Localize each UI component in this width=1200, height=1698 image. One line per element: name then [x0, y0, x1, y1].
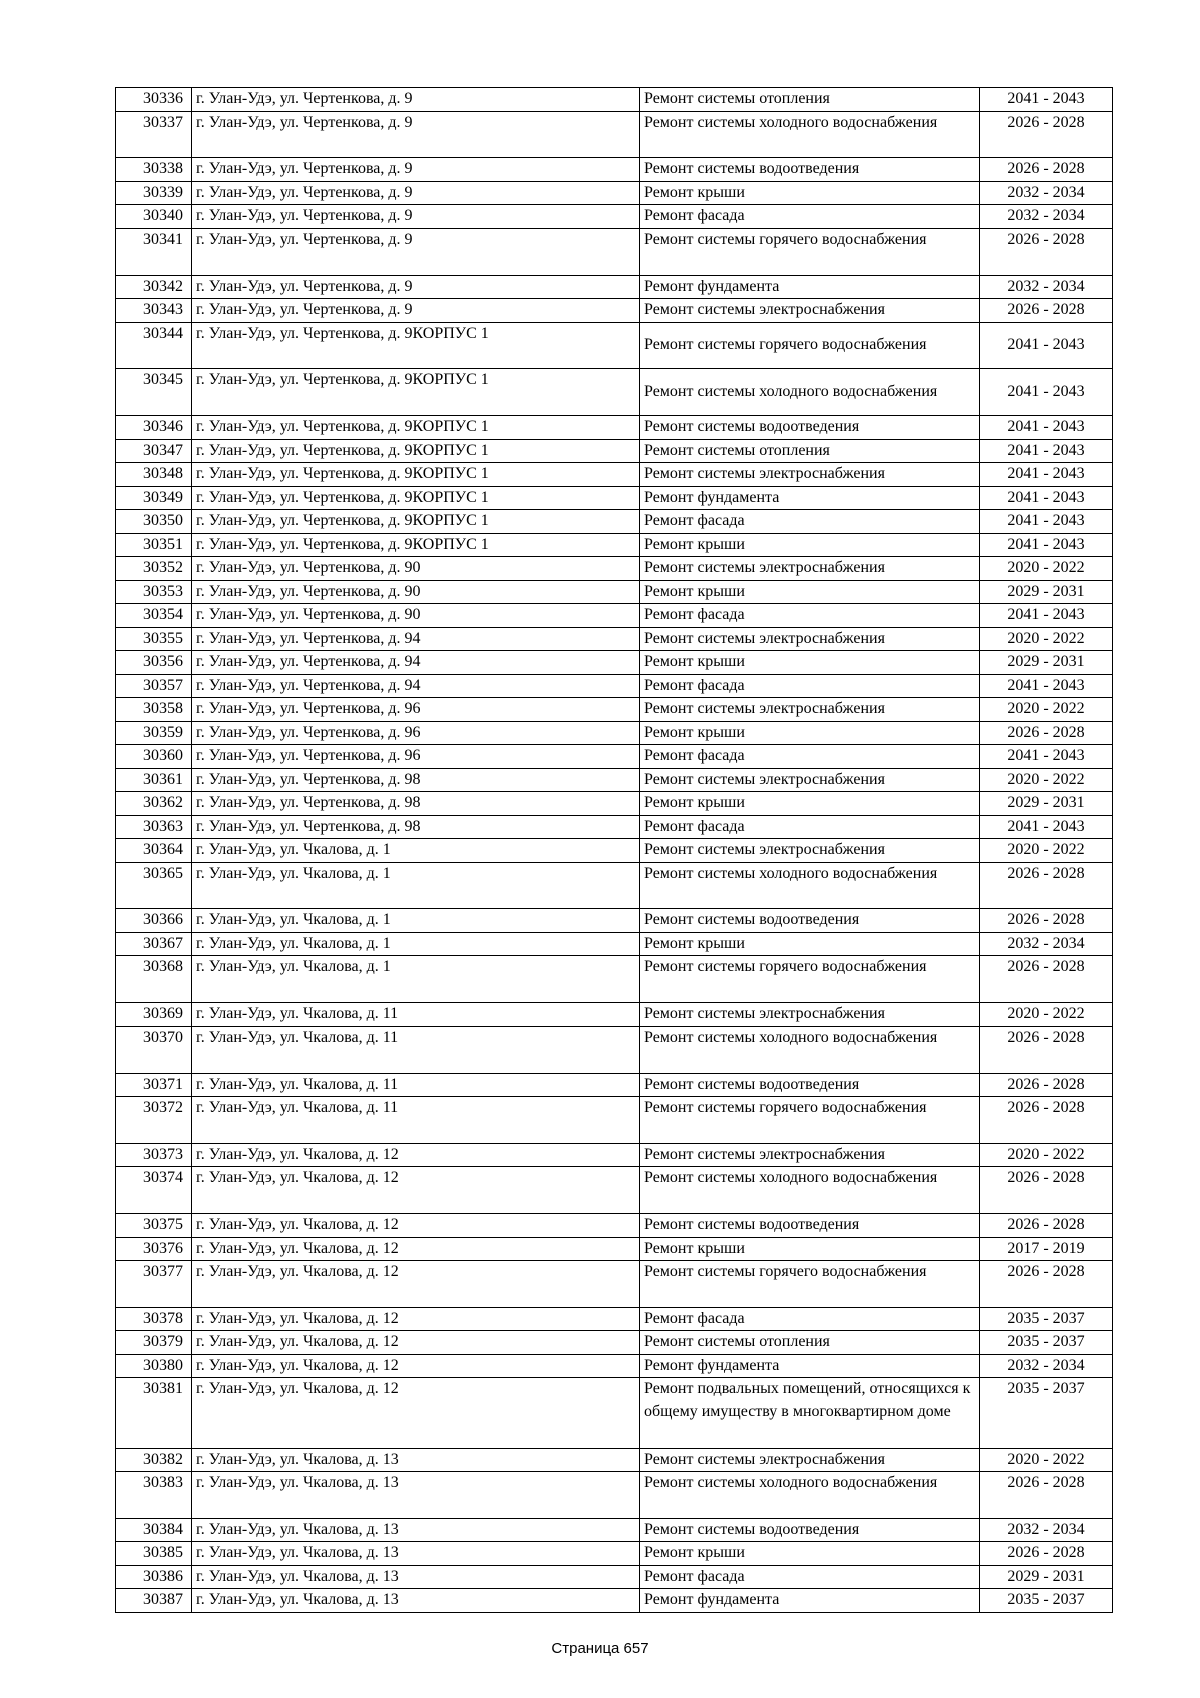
row-period: 2026 - 2028	[980, 158, 1113, 182]
table-row	[116, 604, 1113, 628]
table-row	[116, 651, 1113, 675]
row-address: г. Улан-Удэ, ул. Чертенкова, д. 94	[192, 651, 640, 675]
row-address: г. Улан-Удэ, ул. Чкалова, д. 1	[192, 909, 640, 933]
table-row	[116, 369, 1113, 416]
row-work-type: Ремонт фасада	[640, 1565, 980, 1589]
row-period: 2041 - 2043	[980, 322, 1113, 369]
table-row	[116, 486, 1113, 510]
table-row	[116, 181, 1113, 205]
row-id: 30349	[116, 486, 192, 510]
table-row	[116, 627, 1113, 651]
row-id: 30336	[116, 88, 192, 112]
row-address: г. Улан-Удэ, ул. Чкалова, д. 13	[192, 1589, 640, 1613]
row-address: г. Улан-Удэ, ул. Чертенкова, д. 9	[192, 111, 640, 158]
repair-schedule-table	[115, 87, 1113, 1613]
row-address: г. Улан-Удэ, ул. Чкалова, д. 12	[192, 1378, 640, 1448]
row-period: 2041 - 2043	[980, 815, 1113, 839]
row-period: 2035 - 2037	[980, 1378, 1113, 1448]
row-id: 30350	[116, 510, 192, 534]
row-period: 2032 - 2034	[980, 1518, 1113, 1542]
row-work-type: Ремонт фундамента	[640, 486, 980, 510]
row-address: г. Улан-Удэ, ул. Чкалова, д. 1	[192, 956, 640, 1003]
row-work-type: Ремонт фундамента	[640, 1589, 980, 1613]
row-work-type: Ремонт системы водоотведения	[640, 1214, 980, 1238]
row-period: 2026 - 2028	[980, 1073, 1113, 1097]
row-work-type: Ремонт крыши	[640, 1237, 980, 1261]
row-work-type: Ремонт системы отопления	[640, 439, 980, 463]
table-body	[116, 88, 1113, 1613]
schedule-table-container	[115, 87, 1112, 1613]
row-work-type: Ремонт крыши	[640, 932, 980, 956]
row-period: 2020 - 2022	[980, 627, 1113, 651]
row-work-type: Ремонт фасада	[640, 815, 980, 839]
table-row	[116, 439, 1113, 463]
row-address: г. Улан-Удэ, ул. Чкалова, д. 12	[192, 1307, 640, 1331]
row-period: 2026 - 2028	[980, 909, 1113, 933]
row-work-type: Ремонт системы электроснабжения	[640, 299, 980, 323]
row-address: г. Улан-Удэ, ул. Чкалова, д. 1	[192, 932, 640, 956]
row-period: 2041 - 2043	[980, 510, 1113, 534]
row-address: г. Улан-Удэ, ул. Чкалова, д. 12	[192, 1261, 640, 1308]
row-work-type: Ремонт фасада	[640, 1307, 980, 1331]
row-work-type: Ремонт системы электроснабжения	[640, 839, 980, 863]
row-id: 30348	[116, 463, 192, 487]
row-address: г. Улан-Удэ, ул. Чертенкова, д. 9КОРПУС 1	[192, 533, 640, 557]
table-row	[116, 1003, 1113, 1027]
table-row	[116, 580, 1113, 604]
row-address: г. Улан-Удэ, ул. Чкалова, д. 11	[192, 1097, 640, 1144]
row-work-type: Ремонт подвальных помещений, относящихся к общему имуществу в многоквартирном доме	[640, 1378, 980, 1448]
table-row	[116, 1354, 1113, 1378]
row-period: 2041 - 2043	[980, 439, 1113, 463]
row-work-type: Ремонт крыши	[640, 580, 980, 604]
row-work-type: Ремонт крыши	[640, 1542, 980, 1566]
row-work-type: Ремонт системы водоотведения	[640, 1518, 980, 1542]
row-id: 30370	[116, 1026, 192, 1073]
row-address: г. Улан-Удэ, ул. Чертенкова, д. 9	[192, 275, 640, 299]
row-id: 30341	[116, 228, 192, 275]
row-address: г. Улан-Удэ, ул. Чкалова, д. 13	[192, 1518, 640, 1542]
table-row	[116, 1261, 1113, 1308]
row-work-type: Ремонт системы холодного водоснабжения	[640, 1472, 980, 1519]
table-row	[116, 1378, 1113, 1448]
row-id: 30369	[116, 1003, 192, 1027]
row-address: г. Улан-Удэ, ул. Чертенкова, д. 9	[192, 299, 640, 323]
row-id: 30366	[116, 909, 192, 933]
row-id: 30337	[116, 111, 192, 158]
row-work-type: Ремонт системы горячего водоснабжения	[640, 1097, 980, 1144]
row-work-type: Ремонт системы водоотведения	[640, 1073, 980, 1097]
table-row	[116, 1472, 1113, 1519]
row-address: г. Улан-Удэ, ул. Чертенкова, д. 9КОРПУС 1	[192, 369, 640, 416]
row-address: г. Улан-Удэ, ул. Чкалова, д. 13	[192, 1542, 640, 1566]
row-period: 2026 - 2028	[980, 956, 1113, 1003]
row-address: г. Улан-Удэ, ул. Чертенкова, д. 9	[192, 228, 640, 275]
table-row	[116, 932, 1113, 956]
table-row	[116, 862, 1113, 909]
row-work-type: Ремонт фасада	[640, 205, 980, 229]
table-row	[116, 956, 1113, 1003]
row-period: 2041 - 2043	[980, 604, 1113, 628]
row-period: 2041 - 2043	[980, 463, 1113, 487]
row-address: г. Улан-Удэ, ул. Чертенкова, д. 94	[192, 627, 640, 651]
table-row	[116, 1518, 1113, 1542]
row-work-type: Ремонт системы электроснабжения	[640, 1003, 980, 1027]
row-address: г. Улан-Удэ, ул. Чертенкова, д. 96	[192, 698, 640, 722]
row-id: 30361	[116, 768, 192, 792]
row-address: г. Улан-Удэ, ул. Чертенкова, д. 98	[192, 768, 640, 792]
row-period: 2041 - 2043	[980, 416, 1113, 440]
table-row	[116, 463, 1113, 487]
row-period: 2029 - 2031	[980, 651, 1113, 675]
table-row	[116, 1143, 1113, 1167]
row-id: 30378	[116, 1307, 192, 1331]
row-work-type: Ремонт системы электроснабжения	[640, 768, 980, 792]
table-row	[116, 1167, 1113, 1214]
row-work-type: Ремонт системы электроснабжения	[640, 627, 980, 651]
row-id: 30364	[116, 839, 192, 863]
row-address: г. Улан-Удэ, ул. Чертенкова, д. 96	[192, 721, 640, 745]
row-id: 30360	[116, 745, 192, 769]
row-address: г. Улан-Удэ, ул. Чертенкова, д. 90	[192, 580, 640, 604]
table-row	[116, 1237, 1113, 1261]
row-id: 30383	[116, 1472, 192, 1519]
row-address: г. Улан-Удэ, ул. Чкалова, д. 11	[192, 1026, 640, 1073]
row-address: г. Улан-Удэ, ул. Чертенкова, д. 9	[192, 181, 640, 205]
row-period: 2026 - 2028	[980, 862, 1113, 909]
row-id: 30387	[116, 1589, 192, 1613]
row-address: г. Улан-Удэ, ул. Чкалова, д. 12	[192, 1354, 640, 1378]
row-period: 2026 - 2028	[980, 1542, 1113, 1566]
table-row	[116, 111, 1113, 158]
row-work-type: Ремонт системы электроснабжения	[640, 1448, 980, 1472]
row-id: 30359	[116, 721, 192, 745]
table-row	[116, 1026, 1113, 1073]
row-id: 30340	[116, 205, 192, 229]
row-id: 30373	[116, 1143, 192, 1167]
row-work-type: Ремонт крыши	[640, 721, 980, 745]
row-address: г. Улан-Удэ, ул. Чертенкова, д. 9	[192, 88, 640, 112]
row-id: 30342	[116, 275, 192, 299]
row-period: 2020 - 2022	[980, 1448, 1113, 1472]
table-row	[116, 205, 1113, 229]
table-row	[116, 557, 1113, 581]
row-period: 2017 - 2019	[980, 1237, 1113, 1261]
table-row	[116, 745, 1113, 769]
row-id: 30351	[116, 533, 192, 557]
row-period: 2041 - 2043	[980, 745, 1113, 769]
row-work-type: Ремонт фасада	[640, 510, 980, 534]
row-address: г. Улан-Удэ, ул. Чертенкова, д. 9КОРПУС 1	[192, 510, 640, 534]
row-id: 30381	[116, 1378, 192, 1448]
table-row	[116, 299, 1113, 323]
table-row	[116, 909, 1113, 933]
row-id: 30377	[116, 1261, 192, 1308]
row-address: г. Улан-Удэ, ул. Чкалова, д. 11	[192, 1003, 640, 1027]
row-address: г. Улан-Удэ, ул. Чкалова, д. 12	[192, 1331, 640, 1355]
row-work-type: Ремонт системы горячего водоснабжения	[640, 1261, 980, 1308]
row-id: 30352	[116, 557, 192, 581]
row-address: г. Улан-Удэ, ул. Чертенкова, д. 98	[192, 792, 640, 816]
row-period: 2026 - 2028	[980, 228, 1113, 275]
row-period: 2026 - 2028	[980, 299, 1113, 323]
row-work-type: Ремонт системы электроснабжения	[640, 463, 980, 487]
row-work-type: Ремонт системы холодного водоснабжения	[640, 1167, 980, 1214]
row-address: г. Улан-Удэ, ул. Чертенкова, д. 9КОРПУС 1	[192, 416, 640, 440]
row-address: г. Улан-Удэ, ул. Чертенкова, д. 9КОРПУС 1	[192, 463, 640, 487]
table-row	[116, 158, 1113, 182]
table-row	[116, 1097, 1113, 1144]
table-row	[116, 88, 1113, 112]
row-id: 30379	[116, 1331, 192, 1355]
row-work-type: Ремонт системы отопления	[640, 88, 980, 112]
row-address: г. Улан-Удэ, ул. Чкалова, д. 1	[192, 862, 640, 909]
row-work-type: Ремонт системы электроснабжения	[640, 698, 980, 722]
row-period: 2029 - 2031	[980, 580, 1113, 604]
row-work-type: Ремонт крыши	[640, 651, 980, 675]
row-id: 30367	[116, 932, 192, 956]
row-address: г. Улан-Удэ, ул. Чкалова, д. 12	[192, 1143, 640, 1167]
table-row	[116, 1214, 1113, 1238]
table-row	[116, 275, 1113, 299]
row-work-type: Ремонт фундамента	[640, 275, 980, 299]
row-work-type: Ремонт крыши	[640, 181, 980, 205]
row-period: 2041 - 2043	[980, 486, 1113, 510]
row-work-type: Ремонт системы электроснабжения	[640, 1143, 980, 1167]
row-work-type: Ремонт системы горячего водоснабжения	[640, 322, 980, 369]
table-row	[116, 698, 1113, 722]
row-work-type: Ремонт системы холодного водоснабжения	[640, 111, 980, 158]
table-row	[116, 1307, 1113, 1331]
table-row	[116, 792, 1113, 816]
row-id: 30344	[116, 322, 192, 369]
row-address: г. Улан-Удэ, ул. Чкалова, д. 1	[192, 839, 640, 863]
row-work-type: Ремонт фасада	[640, 604, 980, 628]
row-period: 2020 - 2022	[980, 698, 1113, 722]
row-period: 2026 - 2028	[980, 1167, 1113, 1214]
row-work-type: Ремонт системы электроснабжения	[640, 557, 980, 581]
row-period: 2032 - 2034	[980, 205, 1113, 229]
row-address: г. Улан-Удэ, ул. Чертенкова, д. 98	[192, 815, 640, 839]
page-number: Страница 657	[551, 1640, 649, 1657]
row-address: г. Улан-Удэ, ул. Чертенкова, д. 94	[192, 674, 640, 698]
row-work-type: Ремонт фасада	[640, 674, 980, 698]
row-id: 30355	[116, 627, 192, 651]
row-period: 2020 - 2022	[980, 768, 1113, 792]
row-address: г. Улан-Удэ, ул. Чертенкова, д. 9	[192, 158, 640, 182]
row-period: 2035 - 2037	[980, 1307, 1113, 1331]
row-period: 2026 - 2028	[980, 1261, 1113, 1308]
row-address: г. Улан-Удэ, ул. Чертенкова, д. 9	[192, 205, 640, 229]
row-address: г. Улан-Удэ, ул. Чкалова, д. 11	[192, 1073, 640, 1097]
table-row	[116, 1073, 1113, 1097]
row-period: 2029 - 2031	[980, 792, 1113, 816]
row-id: 30371	[116, 1073, 192, 1097]
row-period: 2032 - 2034	[980, 1354, 1113, 1378]
table-row	[116, 839, 1113, 863]
row-id: 30357	[116, 674, 192, 698]
row-period: 2041 - 2043	[980, 533, 1113, 557]
row-id: 30339	[116, 181, 192, 205]
row-id: 30347	[116, 439, 192, 463]
row-period: 2026 - 2028	[980, 721, 1113, 745]
row-period: 2020 - 2022	[980, 557, 1113, 581]
table-row	[116, 322, 1113, 369]
row-id: 30358	[116, 698, 192, 722]
table-row	[116, 721, 1113, 745]
row-address: г. Улан-Удэ, ул. Чкалова, д. 13	[192, 1565, 640, 1589]
row-address: г. Улан-Удэ, ул. Чкалова, д. 12	[192, 1214, 640, 1238]
row-id: 30353	[116, 580, 192, 604]
row-id: 30384	[116, 1518, 192, 1542]
table-row	[116, 815, 1113, 839]
table-row	[116, 533, 1113, 557]
row-period: 2032 - 2034	[980, 181, 1113, 205]
row-period: 2026 - 2028	[980, 111, 1113, 158]
row-work-type: Ремонт фасада	[640, 745, 980, 769]
row-id: 30385	[116, 1542, 192, 1566]
table-row	[116, 674, 1113, 698]
row-address: г. Улан-Удэ, ул. Чертенкова, д. 9КОРПУС 1	[192, 486, 640, 510]
row-period: 2041 - 2043	[980, 674, 1113, 698]
row-id: 30380	[116, 1354, 192, 1378]
table-row	[116, 1448, 1113, 1472]
row-address: г. Улан-Удэ, ул. Чкалова, д. 13	[192, 1472, 640, 1519]
row-period: 2020 - 2022	[980, 839, 1113, 863]
row-work-type: Ремонт фундамента	[640, 1354, 980, 1378]
row-work-type: Ремонт системы горячего водоснабжения	[640, 228, 980, 275]
row-work-type: Ремонт крыши	[640, 533, 980, 557]
row-id: 30343	[116, 299, 192, 323]
row-id: 30363	[116, 815, 192, 839]
row-work-type: Ремонт системы отопления	[640, 1331, 980, 1355]
row-work-type: Ремонт крыши	[640, 792, 980, 816]
table-row	[116, 1589, 1113, 1613]
row-address: г. Улан-Удэ, ул. Чертенкова, д. 9КОРПУС 1	[192, 322, 640, 369]
row-id: 30354	[116, 604, 192, 628]
row-period: 2041 - 2043	[980, 369, 1113, 416]
row-work-type: Ремонт системы водоотведения	[640, 158, 980, 182]
row-period: 2029 - 2031	[980, 1565, 1113, 1589]
row-period: 2020 - 2022	[980, 1003, 1113, 1027]
row-work-type: Ремонт системы холодного водоснабжения	[640, 369, 980, 416]
row-id: 30386	[116, 1565, 192, 1589]
row-id: 30375	[116, 1214, 192, 1238]
row-period: 2035 - 2037	[980, 1331, 1113, 1355]
table-row	[116, 768, 1113, 792]
table-row	[116, 510, 1113, 534]
row-period: 2032 - 2034	[980, 275, 1113, 299]
row-id: 30338	[116, 158, 192, 182]
row-id: 30356	[116, 651, 192, 675]
row-work-type: Ремонт системы холодного водоснабжения	[640, 862, 980, 909]
row-period: 2026 - 2028	[980, 1026, 1113, 1073]
row-address: г. Улан-Удэ, ул. Чкалова, д. 13	[192, 1448, 640, 1472]
row-period: 2032 - 2034	[980, 932, 1113, 956]
table-row	[116, 1542, 1113, 1566]
row-address: г. Улан-Удэ, ул. Чкалова, д. 12	[192, 1237, 640, 1261]
row-address: г. Улан-Удэ, ул. Чертенкова, д. 90	[192, 604, 640, 628]
row-work-type: Ремонт системы горячего водоснабжения	[640, 956, 980, 1003]
row-address: г. Улан-Удэ, ул. Чертенкова, д. 9КОРПУС 1	[192, 439, 640, 463]
row-address: г. Улан-Удэ, ул. Чкалова, д. 12	[192, 1167, 640, 1214]
row-period: 2026 - 2028	[980, 1214, 1113, 1238]
row-id: 30372	[116, 1097, 192, 1144]
row-period: 2026 - 2028	[980, 1472, 1113, 1519]
row-id: 30382	[116, 1448, 192, 1472]
row-id: 30376	[116, 1237, 192, 1261]
table-row	[116, 1331, 1113, 1355]
row-address: г. Улан-Удэ, ул. Чертенкова, д. 96	[192, 745, 640, 769]
row-work-type: Ремонт системы холодного водоснабжения	[640, 1026, 980, 1073]
row-address: г. Улан-Удэ, ул. Чертенкова, д. 90	[192, 557, 640, 581]
row-id: 30345	[116, 369, 192, 416]
row-id: 30374	[116, 1167, 192, 1214]
row-period: 2041 - 2043	[980, 88, 1113, 112]
row-work-type: Ремонт системы водоотведения	[640, 416, 980, 440]
row-id: 30362	[116, 792, 192, 816]
table-row	[116, 228, 1113, 275]
row-id: 30365	[116, 862, 192, 909]
row-period: 2035 - 2037	[980, 1589, 1113, 1613]
row-work-type: Ремонт системы водоотведения	[640, 909, 980, 933]
row-period: 2026 - 2028	[980, 1097, 1113, 1144]
table-row	[116, 1565, 1113, 1589]
row-period: 2020 - 2022	[980, 1143, 1113, 1167]
table-row	[116, 416, 1113, 440]
row-id: 30368	[116, 956, 192, 1003]
row-id: 30346	[116, 416, 192, 440]
